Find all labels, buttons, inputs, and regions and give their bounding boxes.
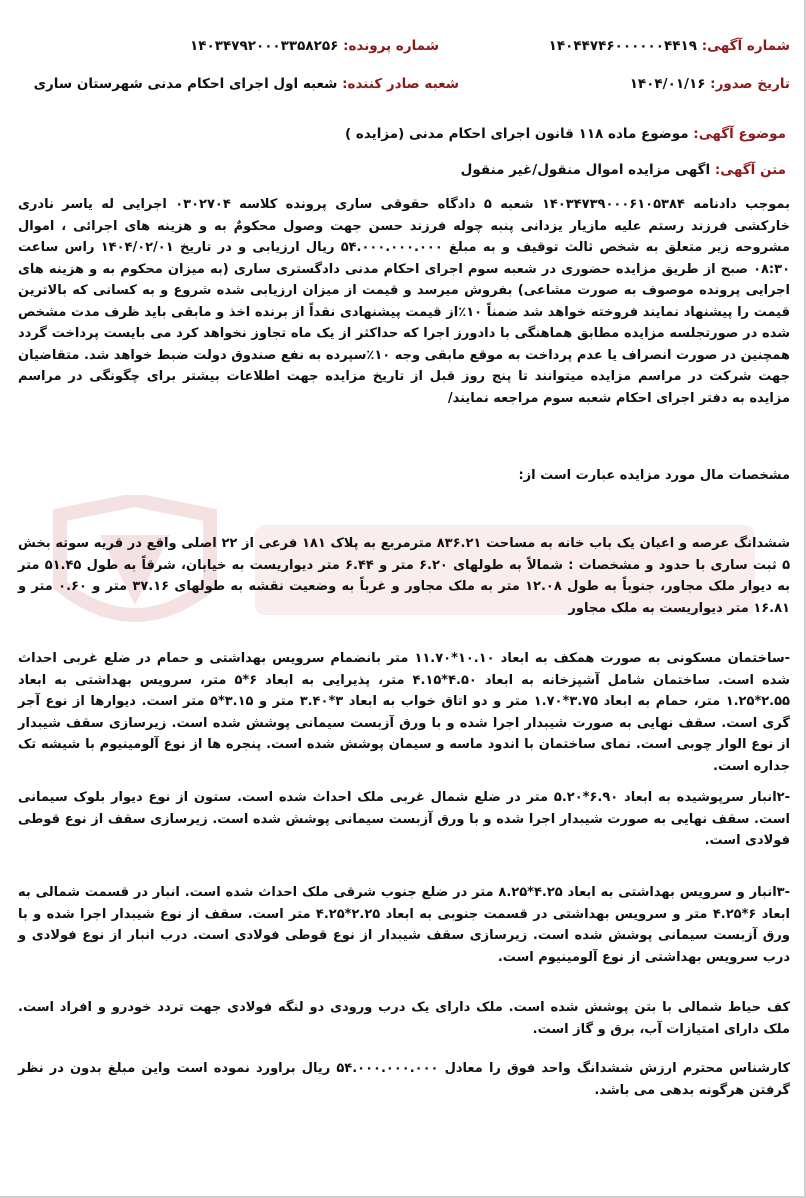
paragraph-text: مشخصات مال مورد مزایده عبارت است از:: [518, 468, 790, 483]
paragraph-text: -۲انبار سرپوشیده به ابعاد ۶.۹۰*۵.۲۰ متر در ضلع شمال غربی ملک احداث شده است. ستون از نوع دیوار بلوک سیمانی است. سقف نهایی به صورت شیبدار اجرا شده و با ورق آزبست سیمانی پوشش شده است. زیرسازی سقف از نوع قوطی فولادی است.: [18, 790, 790, 848]
issuer-value: شعبه اول اجرای احکام مدنی شهرستان ساری: [33, 76, 338, 92]
ad-subject: [345, 126, 786, 142]
ad-text-value: اگهی مزایده اموال منقول/غیر منقول: [460, 162, 711, 178]
paragraph-building-3: [18, 882, 790, 968]
ad-number-label: شماره آگهی:: [701, 38, 790, 54]
ad-subject-label: موضوع آگهی:: [693, 126, 786, 142]
issue-date: [630, 76, 790, 92]
ad-subject-value: موضوع ماده ۱۱۸ قانون اجرای احکام مدنی (مزایده ): [345, 126, 689, 142]
paragraph-appraisal: [18, 1058, 790, 1101]
issuer: [34, 76, 459, 92]
issuer-label: شعبه صادر کننده:: [342, 76, 459, 92]
paragraph-text: -۳انبار و سرویس بهداشتی به ابعاد ۴.۲۵*۸.۲۵ متر در ضلع جنوب شرقی ملک احداث شده است. انبار در قسمت شمالی به ابعاد ۶*۴.۲۵ متر و سرویس بهداشتی در قسمت جنوبی به ابعاد ۲.۲۵*۴.۲۵ متر است. سقف از نوع شیبدار اجرا شده و با ورق آزبست سیمانی پوشش شده است. زیرسازی سقف شیبدار از نوع قوطی فولادی است. درب انبار از نوع فولادی و درب سرویس بهداشتی از نوع آلومینیوم است.: [18, 885, 790, 965]
paragraph-building-1: [18, 648, 790, 777]
paragraph-specs-heading: [18, 465, 790, 487]
paragraph-intro: [18, 194, 790, 409]
issue-date-value: ۱۴۰۴/۰۱/۱۶: [629, 76, 706, 92]
case-number: [190, 38, 439, 54]
ad-text: [461, 162, 786, 178]
paragraph-text: ششدانگ عرصه و اعیان یک باب خانه به مساحت ۸۳۶.۲۱ مترمربع به پلاک ۱۸۱ فرعی از ۲۲ اصلی واقع در قریه سوته بخش ۵ ثبت ساری با حدود و مشخصات : شمالاً به طولهای ۶.۲۰ متر و ۶.۴۴ متر دیواریست به خیابان، شرقاً به طول ۵۱.۴۵ متر به دیوار ملک مجاور، جنوباً به طول ۱۲.۰۸ متر به ملک مجاور و غرباً به وضعیت نقشه به طولهای ۳۷.۱۶ متر و ۰.۶۰ متر و ۱۶.۸۱ متر دیواریست به ملک مجاور: [18, 536, 791, 616]
paragraph-text: کف حیاط شمالی با بتن پوشش شده است. ملک دارای یک درب ورودی دو لنگه فولادی جهت تردد خودرو و افراد است. ملک دارای امتیازات آب، برق و گاز است.: [18, 1000, 790, 1037]
issue-date-label: تاریخ صدور:: [710, 76, 790, 92]
paragraph-text: کارشناس محترم ارزش ششدانگ واحد فوق را معادل ۵۴.۰۰۰.۰۰۰.۰۰۰ ریال براورد نموده است واین مبلغ بدون در نظر گرفتن هرگونه بدهی می باشد.: [18, 1061, 791, 1098]
case-number-value: ۱۴۰۳۴۷۹۲۰۰۰۳۳۵۸۲۵۶: [190, 38, 339, 54]
paragraph-text: بموجب دادنامه ۱۴۰۳۴۷۳۹۰۰۰۶۱۰۵۳۸۴ شعبه ۵ دادگاه حقوقی ساری پرونده کلاسه ۰۳۰۲۷۰۴ اجرایی له یاسر نادری خارکشی فرزند رستم علیه مازیار یزدانی پنبه چوله فرزند حسن جهت وصول محکومٌ به و هزینه های اجرائی ، اموال مشروحه زیر متعلق به شخص ثالث توقیف و به مبلغ ۵۴.۰۰۰.۰۰۰.۰۰۰ ریال ارزیابی و در تاریخ ۱۴۰۴/۰۲/۰۱ راس ساعت ۰۸:۳۰ صبح از طریق مزایده حضوری در شعبه سوم اجرای احکام مدنی دادگستری ساری (به میزان محکوم به و هزینه های اجرایی پرونده موصوف به صورت مشاعی) بفروش میرسد و قیمت از میزان ارزیابی شده شروع و به کسانی که بالاترین قیمت را پیشنهاد نمایند فروخته خواهد شد ضمناً ۱۰٪از قیمت پیشنهادی نقداً از برنده اخذ و مابقی باید ظرف مدت مشخص شده در صورتجلسه مزایده مطابق هماهنگی با دادورز اجرا که حداکثر از یک ماه تجاوز نخواهد کرد می بایست پرداخت گردد همچنین در صورت انصراف یا عدم پرداخت به موقع مابقی وجه ۱۰٪سپرده به نفع صندوق دولت ضبط خواهد شد. متقاضیان جهت شرکت در مراسم مزایده میتوانند تا پنج روز قبل از تاریخ مزایده جهت اطلاعات بیشتر برای چگونگی در مراسم مزایده به دفتر اجرای احکام شعبه سوم مراجعه نمایند/: [18, 197, 790, 406]
paragraph-property: [18, 533, 790, 619]
ad-text-label: متن آگهی:: [714, 162, 786, 178]
case-number-label: شماره پرونده:: [343, 38, 439, 54]
ad-number-value: ۱۴۰۴۴۷۴۶۰۰۰۰۰۰۴۴۱۹: [548, 38, 697, 54]
paragraph-text: -ساختمان مسکونی به صورت همکف به ابعاد ۱۰.۱۰*۱۱.۷۰ متر بانضمام سرویس بهداشتی و حمام در ضلع غربی احداث شده است. ساختمان شامل آشپزخانه به ابعاد ۴.۵۰*۴.۱۵ متر، پذیرایی به ابعاد ۶*۵ متر، سرویس بهداشتی به ابعاد ۲.۵۵*۱.۲۵ متر، حمام به ابعاد ۳.۷۵*۱.۷۰ متر و دو اتاق خواب به ابعاد ۳*۳.۴۰ متر و ۳.۱۵*۵ متر است. دیوارها از نوع آجر گری است. سقف نهایی به صورت شیبدار اجرا شده و با ورق آزبست سیمانی پوشش شده است. زیرسازی سقف شیبدار از نوع الوار چوبی است. نمای ساختمان با اندود ماسه و سیمان پوشش شده است. پنجره ها از نوع آلومینیوم با شیشه تک جداره است.: [18, 651, 791, 774]
paragraph-building-2: [18, 787, 790, 852]
paragraph-yard: [18, 997, 790, 1040]
ad-number: [549, 38, 790, 54]
